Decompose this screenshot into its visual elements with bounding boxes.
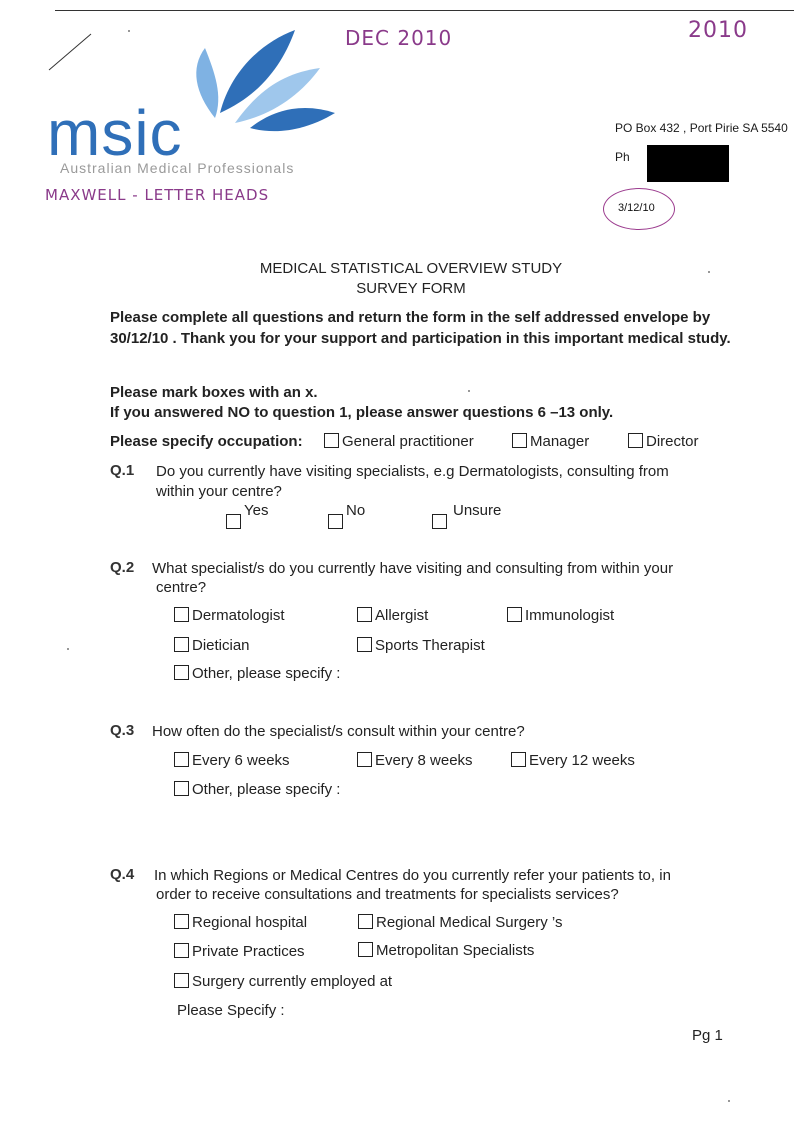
scan-speck [708,271,710,273]
page-number: Pg 1 [692,1027,723,1044]
q3-option-6-weeks[interactable] [174,752,290,769]
option-label: Unsure [453,502,502,519]
q2-option-dermatologist[interactable] [174,607,285,624]
checkbox[interactable] [324,433,339,448]
q1-number: Q.1 [110,462,135,479]
q4-text-line-2: order to receive consultations and treatments for specialists services? [156,886,619,903]
handwritten-note: MAXWELL - LETTER HEADS [45,186,270,204]
redacted-phone [647,145,729,182]
option-general-practitioner[interactable] [324,433,474,450]
q2-text-line-1: What specialist/s do you currently have visiting and consulting from within your [152,560,674,577]
q1-option-no[interactable] [328,502,365,529]
scan-speck [468,390,470,392]
option-label: Immunologist [525,607,615,624]
intro-line-2: 30/12/10 . Thank you for your support and participation in this important medical study. [110,330,731,347]
option-label: Surgery currently employed at [192,973,393,990]
option-manager[interactable] [512,433,589,450]
q3-text: How often do the specialist/s consult within your centre? [152,723,525,740]
option-label: No [346,502,366,519]
option-label: Dietician [192,637,250,654]
checkbox[interactable] [174,752,189,767]
q4-option-surgery-employed[interactable] [174,973,392,990]
checkbox[interactable] [511,752,526,767]
option-label: General practitioner [342,433,474,450]
q2-number: Q.2 [110,559,135,576]
q2-option-sports-therapist[interactable] [357,637,485,654]
option-label: Regional Medical Surgery ’s [376,914,563,931]
checkbox[interactable] [357,607,372,622]
q2-option-allergist[interactable] [357,607,428,624]
q4-text-line-1: In which Regions or Medical Centres do you currently refer your patients to, in [154,867,671,884]
option-label: Private Practices [192,943,305,960]
q2-option-other[interactable] [174,665,340,682]
option-label: Manager [530,433,590,450]
checkbox[interactable] [357,637,372,652]
option-label: Other, please specify : [192,665,341,682]
scan-speck [128,30,130,32]
checkbox[interactable] [628,433,643,448]
q1-option-unsure[interactable] [432,502,501,529]
checkbox[interactable] [174,781,189,796]
q4-option-metropolitan-specialists[interactable] [358,942,534,959]
q3-option-12-weeks[interactable] [511,752,635,769]
instruction-line-2: If you answered NO to question 1, please answer questions 6 –13 only. [110,404,614,421]
option-label: Dermatologist [192,607,285,624]
q3-option-other[interactable] [174,781,340,798]
instruction-line-1: Please mark boxes with an x. [110,384,318,401]
intro-line-1: Please complete all questions and return the form in the self addressed envelope by [110,309,711,326]
checkbox[interactable] [512,433,527,448]
option-label: Sports Therapist [375,637,485,654]
phone-label: Ph [615,150,630,164]
circled-date [603,188,675,230]
option-director[interactable] [628,433,699,450]
option-label: Allergist [375,607,429,624]
checkbox[interactable] [174,665,189,680]
q2-option-dietician[interactable] [174,637,250,654]
q2-option-immunologist[interactable] [507,607,614,624]
logo-text: msic [47,97,183,169]
checkbox[interactable] [328,514,343,529]
checkbox[interactable] [174,637,189,652]
scan-speck [67,648,69,650]
checkbox[interactable] [226,514,241,529]
handwritten-date: DEC 2010 [345,26,453,50]
option-label: Every 8 weeks [375,752,473,769]
checkbox[interactable] [174,607,189,622]
handwritten-year: 2010 [688,18,748,43]
option-label: Every 6 weeks [192,752,290,769]
checkbox[interactable] [357,752,372,767]
q1-text-line-1: Do you currently have visiting specialists, e.g Dermatologists, consulting from [156,463,669,480]
checkbox[interactable] [358,942,373,957]
pen-stroke-mark [45,30,95,75]
circled-date-text: 3/12/10 [618,202,655,214]
q4-option-regional-medical-surgery[interactable] [358,914,562,931]
checkbox[interactable] [358,914,373,929]
option-label: Every 12 weeks [529,752,635,769]
q2-text-line-2: centre? [156,579,207,596]
q1-text-line-2: within your centre? [156,483,282,500]
q3-option-8-weeks[interactable] [357,752,473,769]
occupation-label: Please specify occupation: [110,433,303,450]
q1-option-yes[interactable] [226,502,268,529]
q4-option-regional-hospital[interactable] [174,914,307,931]
checkbox[interactable] [507,607,522,622]
logo-tagline: Australian Medical Professionals [60,160,295,176]
survey-title: MEDICAL STATISTICAL OVERVIEW STUDY [259,260,563,277]
option-label: Other, please specify : [192,781,341,798]
q4-number: Q.4 [110,866,135,883]
q4-option-private-practices[interactable] [174,943,305,960]
option-label: Regional hospital [192,914,308,931]
top-rule [55,10,794,11]
option-label: Director [646,433,699,450]
survey-subtitle: SURVEY FORM [356,280,466,297]
option-label: Metropolitan Specialists [376,942,535,959]
checkbox[interactable] [174,943,189,958]
checkbox[interactable] [174,914,189,929]
checkbox[interactable] [432,514,447,529]
q4-please-specify: Please Specify : [177,1002,285,1019]
q3-number: Q.3 [110,722,135,739]
address: PO Box 432 , Port Pirie SA 5540 [615,121,788,135]
option-label: Yes [244,502,269,519]
checkbox[interactable] [174,973,189,988]
scan-speck [728,1100,730,1102]
